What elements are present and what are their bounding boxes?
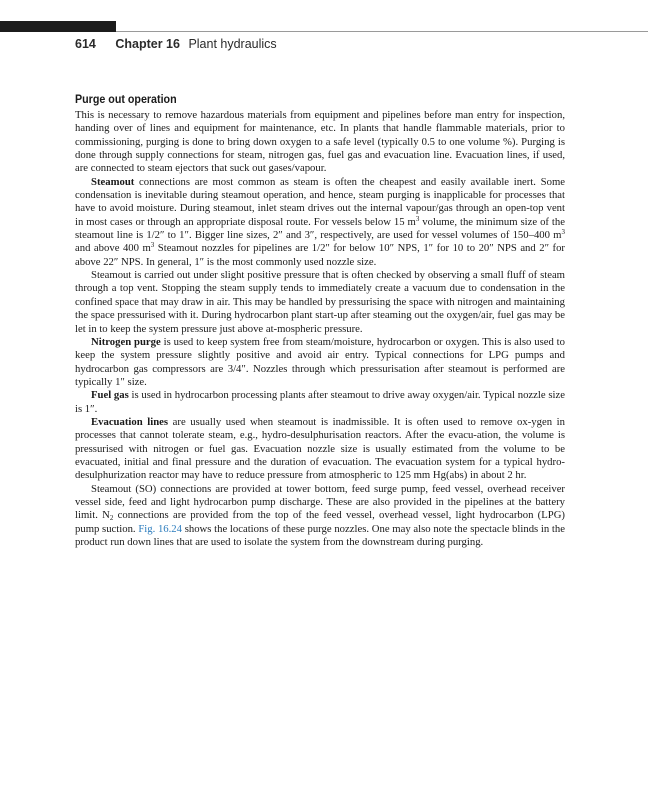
page-number: 614	[75, 37, 96, 51]
running-header	[75, 37, 277, 53]
body-text	[75, 109, 565, 549]
header-bar	[0, 21, 116, 32]
paragraph-steamout: Steamout connections are most common as steam is often the cheapest and easily available inert. Some condensation is inevitable during steamout operation, and hence, steam purging is inapplicable for processes that have to avoid moisture. During steamout, inlet steam drives out the internal vapour/gas through an open-top vent in most cases or through an appropriate disposal route. For vessels below 15 $m^3$ volume, the minimum size of the steamout line is 1/2″ to 1″. Bigger line sizes, 2″ and 3″, respectively, are used for vessel volumes of 150–400 $m^3$ and above 400 $m^3$ Steamout nozzles for pipelines are 1/2″ for below 10″ NPS, 1″ for 10 to 20″ NPS and 2″ for above 22″ NPS. In general, 1″ is the most commonly used nozzle size.	[75, 175, 565, 268]
term-fuel-gas: Fuel gas	[91, 389, 129, 402]
section-heading: Purge out operation	[75, 94, 177, 106]
paragraph-evacuation-lines: Evacuation lines are usually used when steamout is inadmissible. It is often used to remove ox-ygen in processes that cannot tolerate steam, e.g., hydro-desulphurisation reactors. After the evacu-ation, the volume is pressurised with nitrogen or fuel gas. Evacuation nozzle size is usually estimated from the volume to be evacuated, initial and final pressure and the duration of evacuation. The evacuation system for a typical hydro-desulphurization reactor may have to reduce pressure from atmospheric to 125 mm Hg(abs) in about 2 hr.	[75, 415, 565, 482]
term-nitrogen-purge: Nitrogen purge	[91, 335, 161, 348]
chapter-title: Plant hydraulics	[188, 37, 277, 51]
paragraph-intro: This is necessary to remove hazardous materials from equipment and pipelines before man entry for inspection, handing over of lines and equipment for maintenance, etc. In plants that handle flammable materials, prior to commissioning, purging is done to bring down oxygen to a safe level (typically 0.5 to one volume %). Purging is done through supply connections for steam, nitrogen gas, fuel gas and evacuation line. Evacuation lines, if used, are connected to steam ejectors that suck out gases/vapour.	[75, 109, 565, 175]
term-evacuation-lines: Evacuation lines	[91, 415, 169, 428]
header-rule	[116, 31, 648, 32]
chapter-label: Chapter 16	[115, 37, 180, 51]
term-steamout: Steamout	[91, 175, 135, 188]
figure-link[interactable]: Fig. 16.24	[138, 522, 182, 535]
paragraph-fuel-gas: Fuel gas is used in hydrocarbon processing plants after steamout to drive away oxygen/air. Typical nozzle size is 1″.	[75, 389, 565, 415]
paragraph-so-connections: Steamout (SO) connections are provided at tower bottom, feed surge pump, feed vessel, overhead receiver vessel side, feed and light hydrocarbon pump discharge. These are also provided in the pipelines at the battery limit. $N_2$ connections are provided from the top of the feed vessel, overhead vessel, light hydrocarbon (LPG) pump suction. Fig. 16.24 shows the locations of these purge nozzles. One may also note the spectacle blinds in the product run down lines that are used to isolate the system from the downstream during purging.	[75, 482, 565, 548]
paragraph-steamout-pressure: Steamout is carried out under slight positive pressure that is often checked by observing a small fluff of steam through a top vent. Stopping the steam supply tends to immediately create a vacuum due to condensation in the confined space that may draw in air. This may be handled by pressurising the space with nitrogen and maintaining the space pressurised with it. During hydrocarbon plant start-up after steaming out the oxygen/air, fuel gas may be let in to keep the system pressure just above at-mospheric pressure.	[75, 269, 565, 335]
paragraph-nitrogen-purge: Nitrogen purge is used to keep system free from steam/moisture, hydrocarbon or oxygen. This is also used to keep the system pressure slightly positive and avoid air entry. Typical connections for LPG pumps and hydrocarbon gas compressors are 3/4″. Nozzles through which pressurisation after steamout is performed are typically 1″ size.	[75, 335, 565, 388]
